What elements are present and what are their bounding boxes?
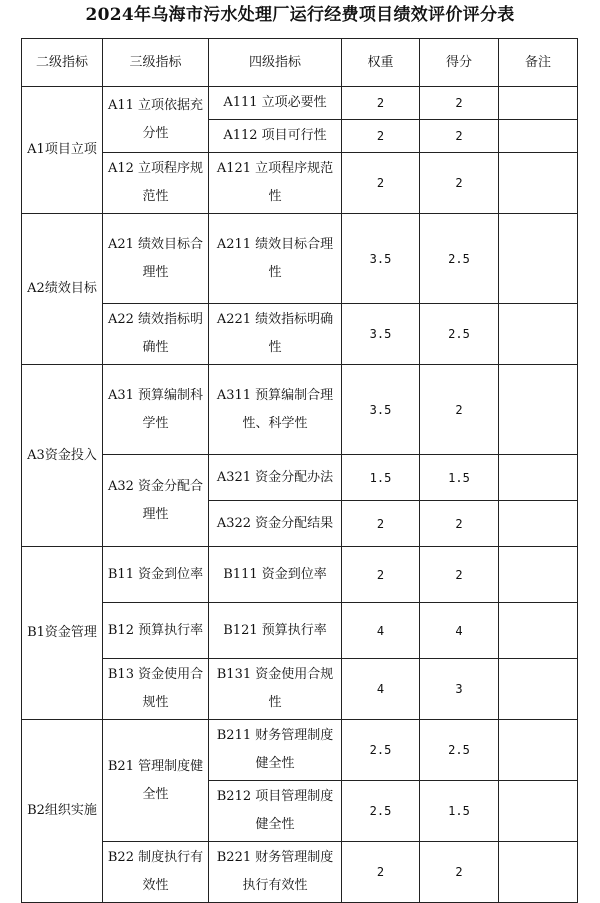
header-note: 备注: [499, 39, 578, 87]
score-cell: 4: [420, 603, 499, 659]
note-cell: [499, 603, 578, 659]
level3-cell: B13 资金使用合规性: [103, 659, 209, 720]
level4-cell: A221 绩效指标明确性: [209, 304, 342, 365]
level4-cell: B221 财务管理制度执行有效性: [209, 842, 342, 903]
weight-cell: 2: [342, 87, 420, 120]
level4-cell: B111 资金到位率: [209, 547, 342, 603]
level3-cell: A32 资金分配合理性: [103, 455, 209, 547]
note-cell: [499, 501, 578, 547]
level4-cell: A112 项目可行性: [209, 120, 342, 153]
header-level2: 二级指标: [22, 39, 103, 87]
score-cell: 1.5: [420, 781, 499, 842]
table-body: [22, 87, 578, 903]
level3-cell: B12 预算执行率: [103, 603, 209, 659]
table-row: [22, 659, 578, 720]
table-row: [22, 603, 578, 659]
weight-cell: 3.5: [342, 365, 420, 455]
table-row: [22, 87, 578, 120]
weight-cell: 3.5: [342, 304, 420, 365]
level4-cell: A322 资金分配结果: [209, 501, 342, 547]
weight-cell: 4: [342, 659, 420, 720]
level3-cell: B21 管理制度健全性: [103, 720, 209, 842]
level2-cell: A1项目立项: [22, 87, 103, 214]
score-cell: 2: [420, 547, 499, 603]
weight-cell: 2: [342, 547, 420, 603]
header-row: [22, 39, 578, 87]
score-cell: 2.5: [420, 720, 499, 781]
score-cell: 2: [420, 842, 499, 903]
level3-cell: A21 绩效目标合理性: [103, 214, 209, 304]
level4-cell: B211 财务管理制度健全性: [209, 720, 342, 781]
table-row: [22, 720, 578, 781]
level2-cell: A3资金投入: [22, 365, 103, 547]
note-cell: [499, 365, 578, 455]
weight-cell: 4: [342, 603, 420, 659]
note-cell: [499, 120, 578, 153]
level4-cell: A311 预算编制合理性、科学性: [209, 365, 342, 455]
score-cell: 2.5: [420, 304, 499, 365]
evaluation-table: [21, 38, 578, 903]
table-row: [22, 547, 578, 603]
weight-cell: 2: [342, 842, 420, 903]
table-row: [22, 842, 578, 903]
level3-cell: A11 立项依据充分性: [103, 87, 209, 153]
level3-cell: B22 制度执行有效性: [103, 842, 209, 903]
header-level4: 四级指标: [209, 39, 342, 87]
header-score: 得分: [420, 39, 499, 87]
note-cell: [499, 304, 578, 365]
score-cell: 2: [420, 153, 499, 214]
note-cell: [499, 842, 578, 903]
level4-cell: A121 立项程序规范性: [209, 153, 342, 214]
level4-cell: A111 立项必要性: [209, 87, 342, 120]
level2-cell: A2绩效目标: [22, 214, 103, 365]
note-cell: [499, 659, 578, 720]
header-weight: 权重: [342, 39, 420, 87]
note-cell: [499, 153, 578, 214]
level3-cell: A31 预算编制科学性: [103, 365, 209, 455]
weight-cell: 3.5: [342, 214, 420, 304]
weight-cell: 2.5: [342, 781, 420, 842]
table-row: [22, 153, 578, 214]
weight-cell: 2.5: [342, 720, 420, 781]
score-cell: 2: [420, 87, 499, 120]
note-cell: [499, 547, 578, 603]
level4-cell: B121 预算执行率: [209, 603, 342, 659]
note-cell: [499, 214, 578, 304]
level4-cell: B131 资金使用合规性: [209, 659, 342, 720]
level3-cell: A22 绩效指标明确性: [103, 304, 209, 365]
weight-cell: 2: [342, 120, 420, 153]
level4-cell: A211 绩效目标合理性: [209, 214, 342, 304]
score-cell: 3: [420, 659, 499, 720]
weight-cell: 1.5: [342, 455, 420, 501]
level3-cell: B11 资金到位率: [103, 547, 209, 603]
header-level3: 三级指标: [103, 39, 209, 87]
note-cell: [499, 455, 578, 501]
table-row: [22, 304, 578, 365]
table-row: [22, 455, 578, 501]
score-cell: 2: [420, 120, 499, 153]
note-cell: [499, 87, 578, 120]
score-cell: 1.5: [420, 455, 499, 501]
score-cell: 2: [420, 501, 499, 547]
note-cell: [499, 720, 578, 781]
weight-cell: 2: [342, 501, 420, 547]
level2-cell: B1资金管理: [22, 547, 103, 720]
level3-cell: A12 立项程序规范性: [103, 153, 209, 214]
level2-cell: B2组织实施: [22, 720, 103, 903]
table-row: [22, 365, 578, 455]
score-cell: 2: [420, 365, 499, 455]
note-cell: [499, 781, 578, 842]
page-title: 2024年乌海市污水处理厂运行经费项目绩效评价评分表: [85, 5, 515, 25]
level4-cell: B212 项目管理制度健全性: [209, 781, 342, 842]
table-row: [22, 214, 578, 304]
score-cell: 2.5: [420, 214, 499, 304]
weight-cell: 2: [342, 153, 420, 214]
level4-cell: A321 资金分配办法: [209, 455, 342, 501]
